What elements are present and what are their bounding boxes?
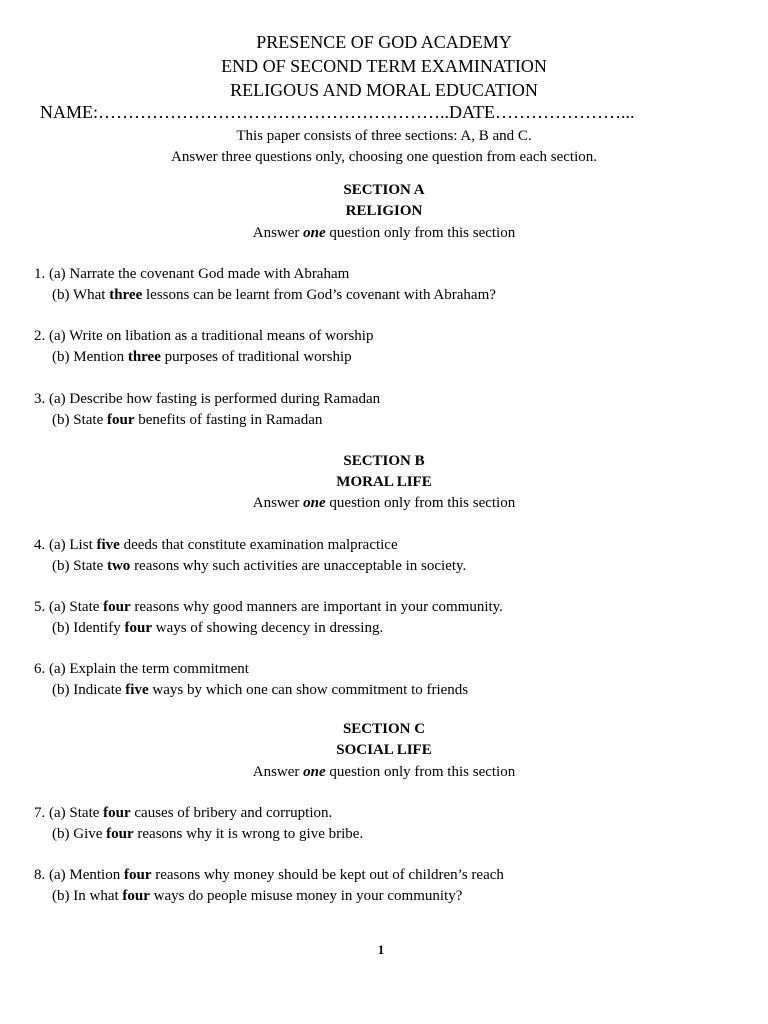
question-6b: (b) Indicate five ways by which one can show commitment to friends (52, 682, 469, 698)
answer-instruction: Answer three questions only, choosing one question from each section. (170, 149, 597, 165)
question-5b: (b) Identify four ways of showing decency in dressing. (52, 620, 384, 636)
question-5a: 5. (a) State four reasons why good manners are important in your community. (34, 599, 503, 615)
section-b-title: MORAL LIFE (336, 474, 432, 490)
section-c-title: SOCIAL LIFE (336, 742, 432, 758)
question-2a: 2. (a) Write on libation as a traditional means of worship (34, 328, 374, 344)
section-a-title: RELIGION (345, 203, 423, 219)
exam-title: END OF SECOND TERM EXAMINATION (221, 56, 547, 76)
section-c-instruction: Answer one question only from this section (252, 764, 516, 780)
question-7a: 7. (a) State four causes of bribery and corruption. (34, 805, 333, 821)
question-8b: (b) In what four ways do people misuse money in your community? (52, 888, 463, 904)
name-date-line: NAME:…………………………………………………..DATE…………………... (40, 102, 635, 122)
question-3b: (b) State four benefits of fasting in Ramadan (52, 412, 323, 428)
question-1b: (b) What three lessons can be learnt from God’s covenant with Abraham? (52, 287, 496, 303)
paper-info: This paper consists of three sections: A, B and C. (236, 128, 532, 144)
question-6a: 6. (a) Explain the term commitment (34, 661, 249, 677)
school-name: PRESENCE OF GOD ACADEMY (256, 32, 512, 52)
question-7b: (b) Give four reasons why it is wrong to give bribe. (52, 826, 364, 842)
question-4a: 4. (a) List five deeds that constitute examination malpractice (34, 537, 398, 553)
page-number: 1 (377, 942, 385, 957)
section-c-heading: SECTION C (342, 721, 426, 737)
question-1a: 1. (a) Narrate the covenant God made with Abraham (34, 266, 350, 282)
section-b-instruction: Answer one question only from this section (252, 495, 516, 511)
section-a-instruction: Answer one question only from this section (252, 225, 516, 241)
subject-title: RELIGOUS AND MORAL EDUCATION (230, 80, 538, 100)
question-2b: (b) Mention three purposes of traditional worship (52, 349, 352, 365)
question-8a: 8. (a) Mention four reasons why money should be kept out of children’s reach (34, 867, 504, 883)
section-b-heading: SECTION B (343, 453, 425, 469)
section-a-heading: SECTION A (343, 182, 425, 198)
question-4b: (b) State two reasons why such activities are unacceptable in society. (52, 558, 467, 574)
question-3a: 3. (a) Describe how fasting is performed during Ramadan (34, 391, 381, 407)
